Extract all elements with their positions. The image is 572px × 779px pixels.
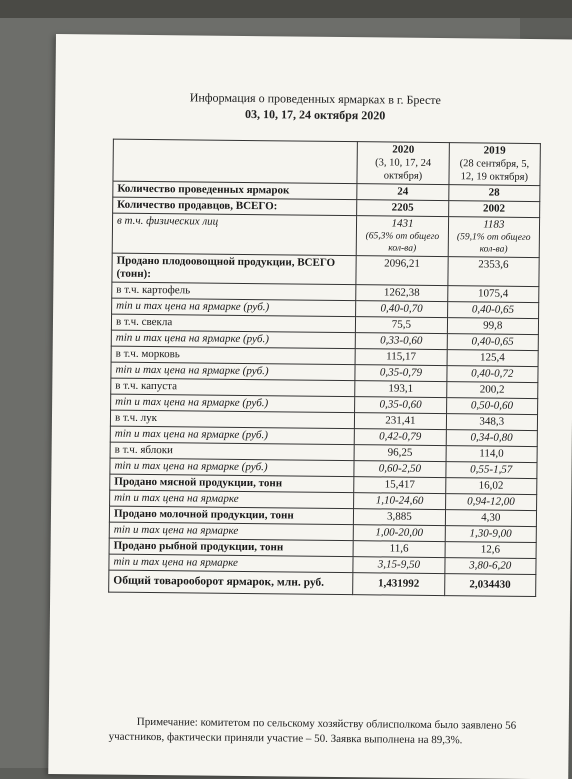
cell-2019 [447, 334, 539, 351]
cell-value: 231,41 [385, 414, 416, 427]
cell-value: 0,35-0,60 [379, 398, 422, 411]
cell-2020 [353, 573, 445, 596]
cell-2020 [356, 333, 447, 350]
cell-2019 [444, 558, 536, 575]
document-page [48, 34, 572, 779]
cell-2020 [354, 493, 445, 510]
header-2020 [357, 142, 449, 185]
row-label: в т.ч. физических лиц [112, 213, 357, 256]
cell-2020 [355, 413, 446, 430]
cell-value: 75,5 [391, 318, 412, 331]
cell-2019 [447, 302, 539, 319]
cell-value: 28 [488, 186, 500, 199]
cell-value: 1,00-20,00 [375, 526, 424, 539]
row-label: Количество проведенных ярмарок [113, 181, 357, 200]
cell-value: 0,42-0,79 [379, 430, 422, 443]
row-label: в т.ч. яблоки [110, 442, 354, 461]
document-title-block [55, 88, 572, 125]
row-label: min и max цена на ярмарке (руб.) [112, 298, 356, 317]
cell-2020 [354, 445, 445, 462]
table-row [112, 253, 539, 286]
table-header-row [113, 139, 540, 185]
cell-2020 [354, 525, 445, 542]
cell-2020 [354, 461, 445, 478]
cell-2019 [448, 185, 540, 202]
row-label: в т.ч. морковь [111, 346, 355, 365]
row-label: Количество продавцов, ВСЕГО: [113, 197, 357, 216]
cell-share-note: (65,3% от общего кол-ва) [365, 231, 440, 254]
cell-2019 [445, 462, 537, 479]
cell-value: 11,6 [389, 542, 409, 555]
cell-2019 [446, 414, 538, 431]
cell-2020 [355, 429, 446, 446]
cell-2020 [354, 509, 445, 526]
cell-value: 200,2 [479, 383, 505, 396]
cell-share-note: (59,1% от общего кол-ва) [456, 232, 531, 255]
cell-2020 [354, 477, 445, 494]
header-2020-year: 2020 [392, 143, 415, 156]
header-2019-year: 2019 [483, 144, 506, 157]
table-row [109, 570, 536, 596]
document-dates: 03, 10, 17, 24 октября 2020 [244, 106, 386, 123]
cell-value: 2002 [482, 202, 506, 215]
cell-value: 1183 [483, 218, 505, 231]
cell-value: 0,94-12,00 [467, 495, 515, 508]
row-label: min и max цена на ярмарке [109, 522, 353, 541]
cell-value: 3,80-6,20 [469, 559, 512, 572]
fairs-info-table [108, 139, 541, 597]
cell-2019 [445, 510, 537, 527]
cell-2020 [356, 256, 448, 286]
row-label: min и max цена на ярмарке [109, 554, 353, 573]
cell-value: 0,50-0,60 [470, 399, 514, 412]
cell-value: 2205 [391, 201, 414, 214]
row-label: в т.ч. свекла [111, 314, 355, 333]
cell-2020 [357, 184, 448, 201]
cell-value: 1,10-24,60 [375, 494, 424, 507]
cell-2019 [448, 201, 540, 218]
row-label: min и max цена на ярмарке (руб.) [111, 362, 355, 381]
cell-value: 0,55-1,57 [470, 463, 513, 476]
cell-2019 [444, 574, 536, 597]
header-2019-dates: (28 сентября, 5, 12, 19 октября) [459, 158, 530, 183]
cell-2019 [446, 430, 538, 447]
cell-2019 [447, 257, 539, 287]
cell-value: 1,431992 [378, 577, 420, 590]
cell-2019 [445, 526, 537, 543]
cell-2020 [356, 317, 447, 334]
cell-2020 [356, 285, 447, 302]
document-title: Информация о проведенных ярмарках в г. Бресте [189, 90, 441, 108]
table-body [109, 181, 540, 596]
cell-value: 99,8 [483, 319, 503, 332]
cell-2019 [448, 217, 540, 258]
cell-2019 [446, 366, 538, 383]
cell-value: 0,33-0,60 [380, 334, 423, 347]
row-label: Общий товарооборот ярмарок, млн. руб. [109, 570, 354, 595]
cell-value: 1,30-9,00 [469, 527, 512, 540]
table-row [112, 213, 539, 257]
row-label: Продано рыбной продукции, тонн [109, 538, 353, 557]
cell-2019 [447, 286, 539, 303]
background-top-edge [0, 0, 572, 18]
cell-2019 [446, 398, 538, 415]
row-label: в т.ч. капуста [111, 378, 355, 397]
cell-value: 0,34-0,80 [470, 431, 513, 444]
cell-value: 24 [397, 185, 409, 198]
cell-value: 96,25 [387, 446, 413, 459]
header-empty-cell [113, 139, 358, 184]
cell-value: 4,30 [481, 511, 501, 524]
footnote: Примечание: комитетом по сельскому хозяйству облисполкома было заявлено 56 участников, фактически приняли участие – 50. Заявка выполнена на 89,3%. [108, 715, 517, 747]
cell-2019 [447, 350, 539, 367]
cell-value: 348,3 [479, 415, 505, 428]
cell-2020 [353, 557, 444, 574]
cell-value: 0,40-0,70 [380, 302, 423, 315]
cell-2019 [445, 478, 537, 495]
cell-value: 2096,21 [384, 257, 421, 270]
cell-value: 1262,38 [383, 286, 420, 299]
row-label: в т.ч. картофель [112, 282, 356, 301]
cell-value: 2,034430 [469, 578, 511, 591]
cell-value: 193,1 [388, 382, 414, 395]
cell-2020 [355, 397, 446, 414]
row-label: min и max цена на ярмарке (руб.) [110, 458, 354, 477]
cell-2020 [357, 200, 448, 217]
cell-2020 [353, 541, 444, 558]
cell-2020 [355, 381, 446, 398]
cell-value: 12,6 [480, 543, 501, 556]
row-label: min и max цена на ярмарке (руб.) [111, 330, 355, 349]
cell-value: 15,417 [384, 478, 415, 491]
cell-value: 16,02 [478, 479, 504, 492]
cell-value: 0,40-0,65 [471, 303, 515, 316]
cell-2020 [357, 216, 449, 257]
cell-value: 1431 [391, 217, 414, 230]
cell-2019 [445, 542, 537, 559]
row-label: в т.ч. лук [110, 410, 354, 429]
row-label: Продано плодоовощной продукции, ВСЕГО (тонн): [112, 253, 357, 285]
row-label: min и max цена на ярмарке (руб.) [111, 394, 355, 413]
cell-2020 [356, 301, 447, 318]
header-2020-dates: (3, 10, 17, 24 октября) [375, 157, 432, 182]
cell-2020 [355, 349, 446, 366]
cell-2019 [446, 446, 538, 463]
cell-value: 3,15-9,50 [377, 558, 421, 571]
cell-2019 [445, 494, 537, 511]
cell-value: 3,885 [386, 510, 412, 523]
cell-2019 [446, 382, 538, 399]
cell-value: 0,40-0,72 [471, 367, 514, 380]
cell-value: 125,4 [479, 351, 505, 364]
row-label: Продано молочной продукции, тонн [109, 506, 353, 525]
header-2019 [449, 143, 541, 186]
cell-value: 1075,4 [477, 287, 509, 300]
cell-value: 0,60-2,50 [378, 462, 422, 475]
cell-2020 [355, 365, 446, 382]
cell-value: 115,17 [386, 350, 417, 363]
cell-2019 [447, 318, 539, 335]
cell-value: 0,35-0,79 [379, 366, 423, 379]
row-label: min и max цена на ярмарке (руб.) [110, 426, 354, 445]
row-label: Продано мясной продукции, тонн [110, 474, 354, 493]
cell-value: 2353,6 [478, 258, 509, 271]
row-label: min и max цена на ярмарке [110, 490, 354, 509]
cell-value: 114,0 [479, 447, 504, 460]
cell-value: 0,40-0,65 [471, 335, 514, 348]
